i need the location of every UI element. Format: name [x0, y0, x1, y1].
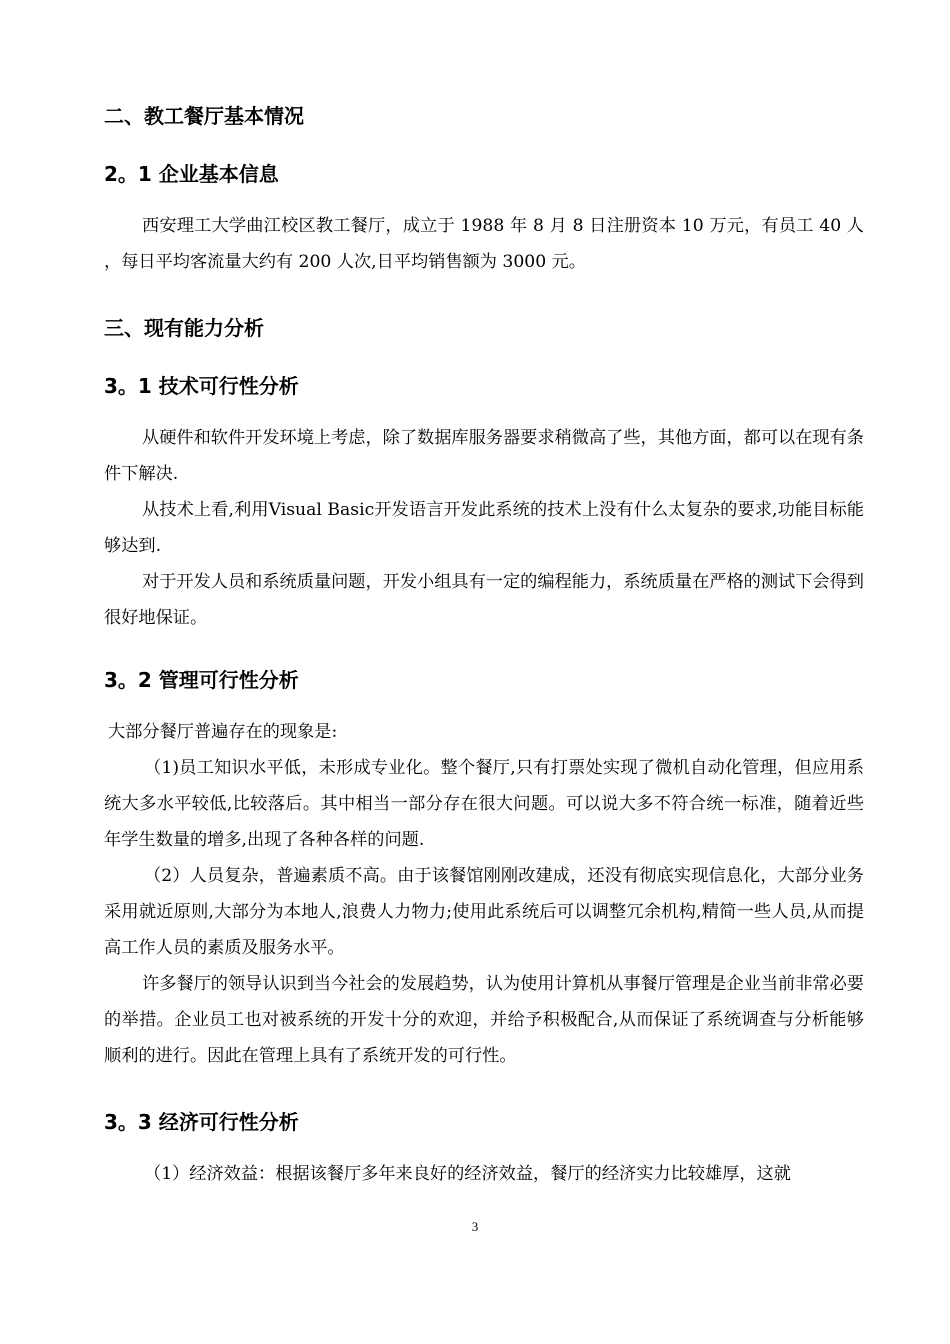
section-3-1-heading: 3。1 技术可行性分析: [104, 374, 299, 398]
section-3-1-paragraph-2: 从技术上看,利用Visual Basic开发语言开发此系统的技术上没有什么太复杂的要求,功能目标能够达到.: [104, 500, 864, 556]
section-3-2-intro: 大部分餐厅普遍存在的现象是:: [108, 722, 338, 742]
section-3-3-heading: 3。3 经济可行性分析: [104, 1110, 299, 1134]
section-3-1-paragraph-3: 对于开发人员和系统质量问题，开发小组具有一定的编程能力，系统质量在严格的测试下会得到很好地保证。: [104, 572, 864, 628]
section-3-2-item-1: （1)员工知识水平低，未形成专业化。整个餐厅,只有打票处实现了微机自动化管理，但应用系统大多水平较低,比较落后。其中相当一部分存在很大问题。可以说大多不符合统一标准，随着近些年学生数量的增多,出现了各种各样的问题.: [104, 758, 864, 850]
section-3-2-heading: 3。2 管理可行性分析: [104, 668, 299, 692]
section-3-2-item-2: （2）人员复杂，普遍素质不高。由于该餐馆刚刚改建成，还没有彻底实现信息化，大部分业务采用就近原则,大部分为本地人,浪费人力物力;使用此系统后可以调整冗余机构,精简一些人员,从而提高工作人员的素质及服务水平。: [104, 866, 864, 958]
section-2-heading: 二、教工餐厅基本情况: [104, 104, 304, 128]
section-2-1-heading: 2。1 企业基本信息: [104, 162, 279, 186]
section-3-1-paragraph-1: 从硬件和软件开发环境上考虑，除了数据库服务器要求稍微高了些，其他方面，都可以在现有条件下解决.: [104, 428, 864, 484]
page-number: 3: [471, 1219, 479, 1234]
section-2-1-paragraph: 西安理工大学曲江校区教工餐厅，成立于 1988 年 8 月 8 日注册资本 10 万元，有员工 40 人 ，每日平均客流量大约有 200 人次,日平均销售额为 3000 元。: [104, 216, 864, 272]
section-3-heading: 三、现有能力分析: [104, 316, 264, 340]
section-3-3-item-1: （1）经济效益：根据该餐厅多年来良好的经济效益，餐厅的经济实力比较雄厚，这就: [144, 1164, 791, 1184]
section-3-2-paragraph: 许多餐厅的领导认识到当今社会的发展趋势，认为使用计算机从事餐厅管理是企业当前非常必要的举措。企业员工也对被系统的开发十分的欢迎，并给予积极配合,从而保证了系统调查与分析能够顺利的进行。因此在管理上具有了系统开发的可行性。: [104, 974, 864, 1066]
